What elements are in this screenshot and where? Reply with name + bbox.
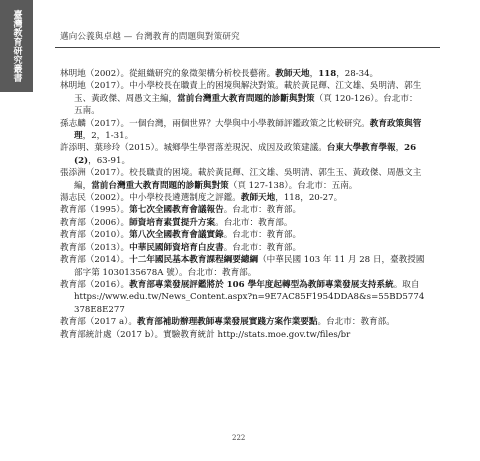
reference-entry: 孫志麟（2017）。一個台灣，兩個世界？大學與中小學教師評鑑政策之比較研究。教育政策與管理，2，1-31。 [60, 118, 422, 142]
reference-entry: 林明地（2017）。中小學校長在職責上的困境與解決對策。載於黃昆輝、江文雄、吳明清、郭生玉、黃政傑、周愚文主編，當前台灣重大教育問題的診斷與對策（頁 120-126）。台北市：五南。 [60, 81, 422, 117]
reference-entry: 張添洲（2017）。校長職責的困境。載於黃昆輝、江文雄、吳明清、郭生玉、黃政傑、周愚文主編，當前台灣重大教育問題的診斷與對策（頁 127-138）。台北市：五南。 [60, 168, 422, 191]
reference-entry: 教育部（2017 a）。教育部補助辦理教師專業發展實踐方案作業要點。台北市：教育部。 [60, 317, 395, 328]
reference-entry: 湯志民（2002）。中小學校長遴選制度之評鑑。教師天地，118，20-27。 [60, 193, 343, 204]
header-rule [55, 47, 440, 48]
reference-entry: 教育部（2016）。教育部專業發展評鑑將於 106 學年度起轉型為教師專業發展支持系統。取自 https://www.edu.tw/News_Content.aspx?n=9E7AC85F1954DDA8&s=55BD5774378E8E277 [60, 279, 425, 315]
running-head: 邁向公義與卓越 — 台灣教育的問題與對策研究 [60, 32, 240, 42]
reference-entry: 林明地（2002）。從組織研究的象徵架構分析校長藝術。教師天地，118，28-34。 [60, 69, 379, 79]
page-number: 222 [232, 434, 246, 442]
reference-entry: 許添明、葉珍玲（2015）。城鄉學生學習落差現況、成因及政策建議。台東大學教育學報，26(2)，63-91。 [60, 143, 417, 166]
reference-entry: 教育部（1995）。第七次全國教育會議報告。台北市：教育部。 [60, 205, 302, 216]
reference-entry: 教育部（2014）。十二年國民基本教育課程綱要總綱（中華民國 103 年 11 月 28 日，臺教授國部字第 1030135678A 號）。台北市：教育部。 [60, 255, 425, 278]
reference-entry: 教育部（2010）。第八次全國教育會議實錄。台北市：教育部。 [60, 230, 302, 241]
reference-entry: 教育部（2013）。中華民國師資培育白皮書。台北市：教育部。 [60, 242, 302, 253]
side-tab-label: 臺灣教育研究叢書 [0, 0, 33, 92]
reference-entry: 教育部（2006）。師資培育素質提升方案。台北市：教育部。 [60, 217, 293, 228]
reference-entry: 教育部統計處（2017 b）。實驗教育統計 http://stats.moe.gov.tw/files/br [60, 329, 351, 340]
reference-list [60, 68, 426, 341]
